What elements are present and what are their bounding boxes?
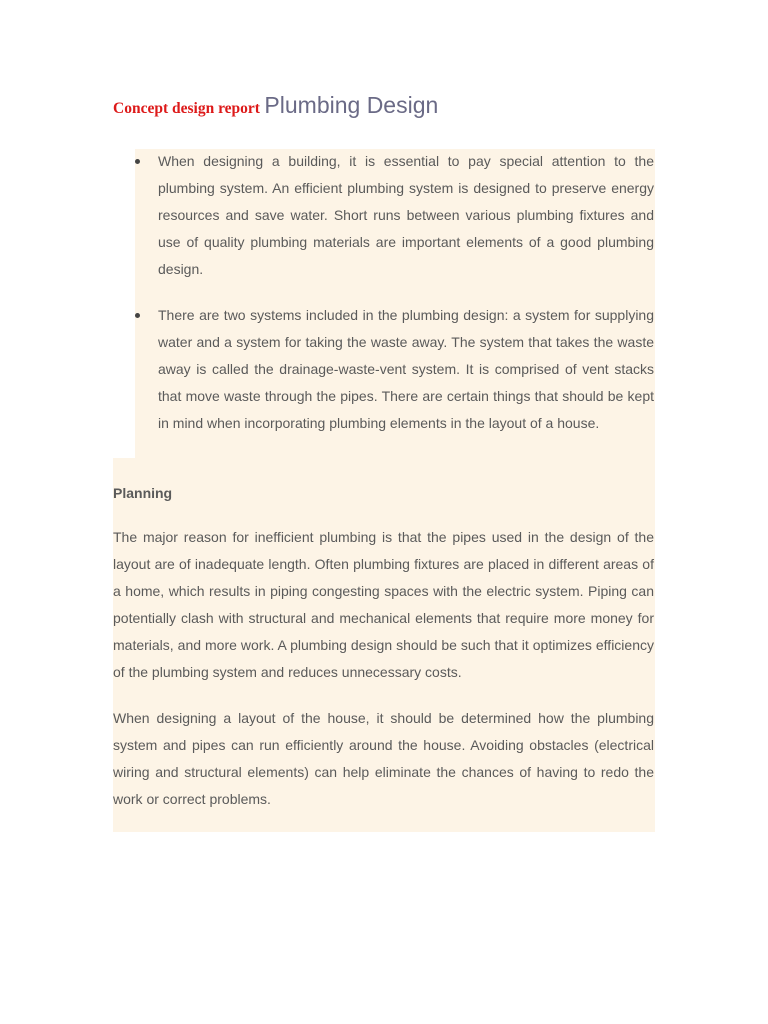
bullet-list xyxy=(135,148,654,456)
bullet-dot-icon xyxy=(135,159,140,164)
bullet-dot-icon xyxy=(135,313,140,318)
paragraph: When designing a layout of the house, it should be determined how the plumbing system and pipes can run efficiently around the house. Avoiding obstacles (electrical wiring and structural elements) can help eliminate the chances of having to redo the work or correct problems. xyxy=(113,710,654,807)
bullet-item xyxy=(135,148,654,283)
page-header xyxy=(113,92,673,119)
paragraph: The major reason for inefficient plumbing is that the pipes used in the design of the layout are of inadequate length. Often plumbing fixtures are placed in different areas of a home, which results in piping congesting spaces with the electric system. Piping can potentially clash with structural and mechanical elements that require more money for materials, and more work. A plumbing design should be such that it optimizes efficiency of the plumbing system and reduces unnecessary costs. xyxy=(113,529,654,680)
bullet-item xyxy=(135,302,654,437)
bullet-text: There are two systems included in the plumbing design: a system for supplying water and a system for taking the waste away. The system that takes the waste away is called the drainage-waste-vent system. It is comprised of vent stacks that move waste through the pipes. There are certain things that should be kept in mind when incorporating plumbing elements in the layout of a house. xyxy=(158,307,654,431)
section-heading-planning: Planning xyxy=(113,485,173,501)
page-title: Plumbing Design xyxy=(264,92,439,118)
bullet-text: When designing a building, it is essential to pay special attention to the plumbing system. An efficient plumbing system is designed to preserve energy resources and save water. Short runs between various plumbing fixtures and use of quality plumbing materials are important elements of a good plumbing design. xyxy=(158,153,654,277)
planning-section xyxy=(113,480,654,832)
report-label: Concept design report xyxy=(113,100,260,117)
